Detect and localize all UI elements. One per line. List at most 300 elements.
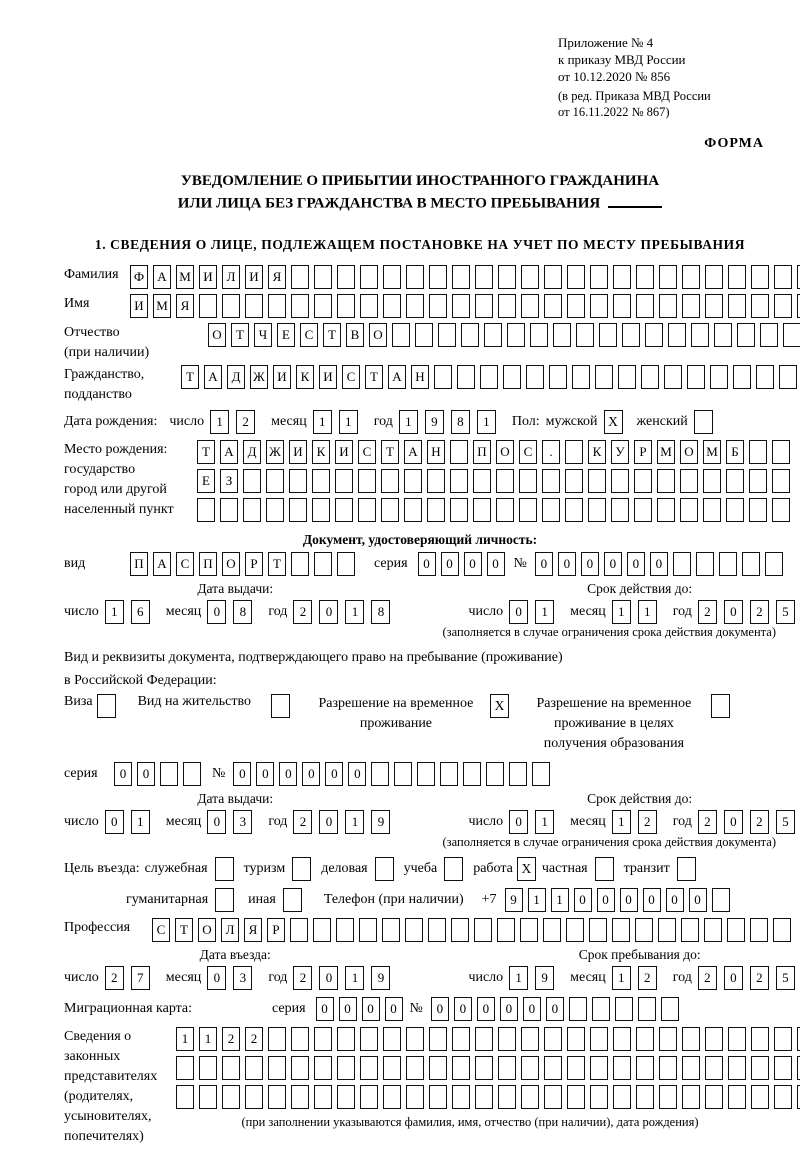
char-cell[interactable]: [176, 1056, 194, 1080]
char-cell[interactable]: А: [204, 365, 222, 389]
char-cell[interactable]: Т: [365, 365, 383, 389]
char-cell[interactable]: [429, 1085, 447, 1109]
char-cell[interactable]: [613, 1056, 631, 1080]
char-cell[interactable]: [774, 294, 792, 318]
char-cell[interactable]: [576, 323, 594, 347]
char-cell[interactable]: С: [300, 323, 318, 347]
char-cell[interactable]: 2: [293, 966, 312, 990]
char-cell[interactable]: [314, 265, 332, 289]
char-cell[interactable]: [521, 265, 539, 289]
char-cell[interactable]: [544, 265, 562, 289]
stay-doc-issue-day-cells[interactable]: [105, 810, 157, 834]
purpose-study-checkbox[interactable]: [444, 857, 463, 881]
char-cell[interactable]: 1: [176, 1027, 194, 1051]
char-cell[interactable]: 0: [105, 810, 124, 834]
char-cell[interactable]: [659, 265, 677, 289]
char-cell[interactable]: [498, 1056, 516, 1080]
stay-doc-expiry-day-cells[interactable]: [509, 810, 561, 834]
char-cell[interactable]: [750, 918, 768, 942]
stay-until-year-cells[interactable]: [698, 966, 800, 990]
char-cell[interactable]: 8: [233, 600, 252, 624]
patronymic-cells[interactable]: [208, 323, 800, 347]
char-cell[interactable]: 2: [750, 966, 769, 990]
char-cell[interactable]: [463, 762, 481, 786]
char-cell[interactable]: [728, 1085, 746, 1109]
char-cell[interactable]: 0: [689, 888, 707, 912]
char-cell[interactable]: [756, 365, 774, 389]
char-cell[interactable]: Т: [197, 440, 215, 464]
char-cell[interactable]: [636, 265, 654, 289]
char-cell[interactable]: [638, 997, 656, 1021]
char-cell[interactable]: 0: [233, 762, 251, 786]
char-cell[interactable]: [719, 552, 737, 576]
char-cell[interactable]: О: [208, 323, 226, 347]
char-cell[interactable]: .: [542, 440, 560, 464]
char-cell[interactable]: [245, 1056, 263, 1080]
char-cell[interactable]: [737, 323, 755, 347]
char-cell[interactable]: [382, 918, 400, 942]
char-cell[interactable]: 0: [620, 888, 638, 912]
char-cell[interactable]: [590, 1085, 608, 1109]
char-cell[interactable]: [613, 1085, 631, 1109]
profession-cells[interactable]: [152, 918, 796, 942]
char-cell[interactable]: З: [220, 469, 238, 493]
char-cell[interactable]: [592, 997, 610, 1021]
char-cell[interactable]: Т: [175, 918, 193, 942]
char-cell[interactable]: [475, 265, 493, 289]
char-cell[interactable]: [682, 294, 700, 318]
char-cell[interactable]: 0: [325, 762, 343, 786]
char-cell[interactable]: [427, 498, 445, 522]
char-cell[interactable]: [360, 1085, 378, 1109]
char-cell[interactable]: 2: [698, 966, 717, 990]
char-cell[interactable]: [473, 469, 491, 493]
char-cell[interactable]: [291, 1056, 309, 1080]
char-cell[interactable]: [544, 1085, 562, 1109]
char-cell[interactable]: [291, 1027, 309, 1051]
char-cell[interactable]: [496, 498, 514, 522]
char-cell[interactable]: Н: [427, 440, 445, 464]
stay-doc-expiry-year-cells[interactable]: [698, 810, 800, 834]
char-cell[interactable]: [335, 469, 353, 493]
char-cell[interactable]: 2: [698, 600, 717, 624]
char-cell[interactable]: [774, 1085, 792, 1109]
char-cell[interactable]: [358, 498, 376, 522]
char-cell[interactable]: [289, 498, 307, 522]
char-cell[interactable]: [569, 997, 587, 1021]
char-cell[interactable]: 2: [638, 810, 657, 834]
char-cell[interactable]: Я: [268, 265, 286, 289]
char-cell[interactable]: [590, 1056, 608, 1080]
char-cell[interactable]: 1: [535, 600, 554, 624]
char-cell[interactable]: 0: [256, 762, 274, 786]
char-cell[interactable]: 0: [319, 600, 338, 624]
char-cell[interactable]: 0: [509, 600, 528, 624]
birth-place-row2-cells[interactable]: [197, 469, 795, 493]
char-cell[interactable]: 1: [345, 966, 364, 990]
char-cell[interactable]: [429, 265, 447, 289]
stay-doc-number-cells[interactable]: [233, 762, 555, 786]
char-cell[interactable]: [599, 323, 617, 347]
char-cell[interactable]: [427, 469, 445, 493]
char-cell[interactable]: [565, 440, 583, 464]
char-cell[interactable]: 0: [477, 997, 495, 1021]
option-temp-residence-education-checkbox[interactable]: [711, 694, 730, 718]
char-cell[interactable]: [268, 1056, 286, 1080]
char-cell[interactable]: [634, 498, 652, 522]
char-cell[interactable]: 9: [425, 410, 444, 434]
char-cell[interactable]: 2: [293, 810, 312, 834]
char-cell[interactable]: [532, 762, 550, 786]
char-cell[interactable]: Т: [268, 552, 286, 576]
char-cell[interactable]: [682, 1027, 700, 1051]
purpose-other-checkbox[interactable]: [283, 888, 302, 912]
char-cell[interactable]: [406, 1027, 424, 1051]
char-cell[interactable]: 1: [612, 600, 631, 624]
char-cell[interactable]: [696, 552, 714, 576]
char-cell[interactable]: [497, 918, 515, 942]
char-cell[interactable]: [199, 1085, 217, 1109]
char-cell[interactable]: [565, 498, 583, 522]
birth-year-cells[interactable]: [399, 410, 503, 434]
char-cell[interactable]: 0: [302, 762, 320, 786]
char-cell[interactable]: [680, 498, 698, 522]
char-cell[interactable]: [774, 1056, 792, 1080]
char-cell[interactable]: М: [176, 265, 194, 289]
char-cell[interactable]: 9: [371, 810, 390, 834]
char-cell[interactable]: 1: [313, 410, 332, 434]
char-cell[interactable]: 1: [339, 410, 358, 434]
char-cell[interactable]: О: [198, 918, 216, 942]
char-cell[interactable]: [222, 294, 240, 318]
char-cell[interactable]: 1: [131, 810, 150, 834]
char-cell[interactable]: М: [703, 440, 721, 464]
char-cell[interactable]: 0: [114, 762, 132, 786]
char-cell[interactable]: [473, 498, 491, 522]
char-cell[interactable]: Е: [277, 323, 295, 347]
char-cell[interactable]: 0: [724, 966, 743, 990]
char-cell[interactable]: [519, 469, 537, 493]
char-cell[interactable]: 0: [487, 552, 505, 576]
char-cell[interactable]: [682, 1056, 700, 1080]
char-cell[interactable]: [475, 1056, 493, 1080]
char-cell[interactable]: 0: [581, 552, 599, 576]
char-cell[interactable]: 8: [371, 600, 390, 624]
char-cell[interactable]: [450, 469, 468, 493]
char-cell[interactable]: [452, 1027, 470, 1051]
char-cell[interactable]: [618, 365, 636, 389]
char-cell[interactable]: С: [519, 440, 537, 464]
char-cell[interactable]: 1: [210, 410, 229, 434]
char-cell[interactable]: [659, 1056, 677, 1080]
doc-number-cells[interactable]: [535, 552, 788, 576]
char-cell[interactable]: В: [346, 323, 364, 347]
char-cell[interactable]: 0: [604, 552, 622, 576]
char-cell[interactable]: [486, 762, 504, 786]
char-cell[interactable]: [337, 1027, 355, 1051]
char-cell[interactable]: М: [657, 440, 675, 464]
char-cell[interactable]: [220, 498, 238, 522]
char-cell[interactable]: 6: [131, 600, 150, 624]
char-cell[interactable]: [774, 1027, 792, 1051]
char-cell[interactable]: А: [388, 365, 406, 389]
char-cell[interactable]: [544, 1027, 562, 1051]
char-cell[interactable]: [450, 440, 468, 464]
char-cell[interactable]: Т: [323, 323, 341, 347]
char-cell[interactable]: 0: [385, 997, 403, 1021]
char-cell[interactable]: [314, 294, 332, 318]
char-cell[interactable]: [404, 498, 422, 522]
char-cell[interactable]: [588, 498, 606, 522]
char-cell[interactable]: 1: [345, 600, 364, 624]
char-cell[interactable]: 0: [454, 997, 472, 1021]
char-cell[interactable]: [406, 1056, 424, 1080]
char-cell[interactable]: [658, 918, 676, 942]
char-cell[interactable]: [291, 265, 309, 289]
char-cell[interactable]: [765, 552, 783, 576]
birth-month-cells[interactable]: [313, 410, 365, 434]
char-cell[interactable]: 0: [316, 997, 334, 1021]
birth-place-row3-cells[interactable]: [197, 498, 795, 522]
char-cell[interactable]: 2: [638, 966, 657, 990]
char-cell[interactable]: Д: [243, 440, 261, 464]
char-cell[interactable]: [451, 918, 469, 942]
char-cell[interactable]: [530, 323, 548, 347]
char-cell[interactable]: 0: [643, 888, 661, 912]
char-cell[interactable]: 0: [666, 888, 684, 912]
char-cell[interactable]: [783, 323, 800, 347]
char-cell[interactable]: [590, 265, 608, 289]
char-cell[interactable]: [712, 888, 730, 912]
char-cell[interactable]: 0: [362, 997, 380, 1021]
char-cell[interactable]: [314, 1027, 332, 1051]
doc-expiry-month-cells[interactable]: [612, 600, 664, 624]
char-cell[interactable]: [565, 469, 583, 493]
char-cell[interactable]: [749, 498, 767, 522]
char-cell[interactable]: [183, 762, 201, 786]
char-cell[interactable]: 0: [509, 810, 528, 834]
char-cell[interactable]: [657, 469, 675, 493]
char-cell[interactable]: [383, 294, 401, 318]
char-cell[interactable]: [457, 365, 475, 389]
char-cell[interactable]: М: [153, 294, 171, 318]
char-cell[interactable]: И: [130, 294, 148, 318]
char-cell[interactable]: [760, 323, 778, 347]
char-cell[interactable]: [673, 552, 691, 576]
char-cell[interactable]: [553, 323, 571, 347]
char-cell[interactable]: [772, 440, 790, 464]
char-cell[interactable]: [751, 1085, 769, 1109]
char-cell[interactable]: Ж: [266, 440, 284, 464]
char-cell[interactable]: [291, 552, 309, 576]
char-cell[interactable]: 1: [399, 410, 418, 434]
char-cell[interactable]: 1: [551, 888, 569, 912]
char-cell[interactable]: [245, 1085, 263, 1109]
entry-year-cells[interactable]: [293, 966, 397, 990]
char-cell[interactable]: [337, 1085, 355, 1109]
char-cell[interactable]: [742, 552, 760, 576]
char-cell[interactable]: [245, 294, 263, 318]
char-cell[interactable]: Б: [726, 440, 744, 464]
char-cell[interactable]: [521, 1027, 539, 1051]
char-cell[interactable]: А: [220, 440, 238, 464]
char-cell[interactable]: [772, 469, 790, 493]
char-cell[interactable]: [434, 365, 452, 389]
char-cell[interactable]: [291, 1085, 309, 1109]
char-cell[interactable]: [544, 1056, 562, 1080]
char-cell[interactable]: [635, 918, 653, 942]
char-cell[interactable]: [404, 469, 422, 493]
char-cell[interactable]: 0: [207, 966, 226, 990]
char-cell[interactable]: [728, 294, 746, 318]
char-cell[interactable]: [661, 997, 679, 1021]
char-cell[interactable]: [703, 469, 721, 493]
char-cell[interactable]: 2: [698, 810, 717, 834]
char-cell[interactable]: 2: [293, 600, 312, 624]
char-cell[interactable]: [726, 498, 744, 522]
char-cell[interactable]: [498, 1085, 516, 1109]
char-cell[interactable]: [360, 294, 378, 318]
char-cell[interactable]: К: [296, 365, 314, 389]
char-cell[interactable]: [312, 498, 330, 522]
char-cell[interactable]: [691, 323, 709, 347]
char-cell[interactable]: П: [130, 552, 148, 576]
char-cell[interactable]: [645, 323, 663, 347]
legal-row2-cells[interactable]: [176, 1056, 800, 1080]
char-cell[interactable]: 0: [464, 552, 482, 576]
migration-series-cells[interactable]: [316, 997, 408, 1021]
char-cell[interactable]: [383, 1085, 401, 1109]
purpose-humanitarian-checkbox[interactable]: [215, 888, 234, 912]
char-cell[interactable]: [710, 365, 728, 389]
char-cell[interactable]: [634, 469, 652, 493]
char-cell[interactable]: [705, 1027, 723, 1051]
char-cell[interactable]: Ф: [130, 265, 148, 289]
char-cell[interactable]: [588, 469, 606, 493]
char-cell[interactable]: 2: [236, 410, 255, 434]
doc-series-cells[interactable]: [418, 552, 510, 576]
char-cell[interactable]: 5: [776, 600, 795, 624]
char-cell[interactable]: [461, 323, 479, 347]
char-cell[interactable]: [613, 265, 631, 289]
char-cell[interactable]: [567, 1056, 585, 1080]
doc-expiry-day-cells[interactable]: [509, 600, 561, 624]
char-cell[interactable]: [622, 323, 640, 347]
entry-month-cells[interactable]: [207, 966, 259, 990]
char-cell[interactable]: 0: [319, 966, 338, 990]
char-cell[interactable]: [636, 294, 654, 318]
char-cell[interactable]: [611, 469, 629, 493]
char-cell[interactable]: [438, 323, 456, 347]
purpose-business-checkbox[interactable]: [375, 857, 394, 881]
char-cell[interactable]: 1: [528, 888, 546, 912]
char-cell[interactable]: Е: [197, 469, 215, 493]
char-cell[interactable]: [664, 365, 682, 389]
char-cell[interactable]: [337, 1056, 355, 1080]
char-cell[interactable]: 0: [627, 552, 645, 576]
char-cell[interactable]: [519, 498, 537, 522]
char-cell[interactable]: [589, 918, 607, 942]
char-cell[interactable]: [428, 918, 446, 942]
char-cell[interactable]: А: [153, 552, 171, 576]
stay-until-month-cells[interactable]: [612, 966, 664, 990]
char-cell[interactable]: И: [335, 440, 353, 464]
char-cell[interactable]: Ч: [254, 323, 272, 347]
char-cell[interactable]: [289, 469, 307, 493]
char-cell[interactable]: [749, 469, 767, 493]
char-cell[interactable]: [381, 469, 399, 493]
char-cell[interactable]: [680, 469, 698, 493]
char-cell[interactable]: 9: [505, 888, 523, 912]
char-cell[interactable]: 1: [509, 966, 528, 990]
char-cell[interactable]: [452, 265, 470, 289]
char-cell[interactable]: [498, 1027, 516, 1051]
char-cell[interactable]: [567, 265, 585, 289]
char-cell[interactable]: [572, 365, 590, 389]
char-cell[interactable]: 2: [105, 966, 124, 990]
stay-doc-issue-month-cells[interactable]: [207, 810, 259, 834]
char-cell[interactable]: [705, 1085, 723, 1109]
char-cell[interactable]: [728, 265, 746, 289]
char-cell[interactable]: [636, 1085, 654, 1109]
char-cell[interactable]: 1: [199, 1027, 217, 1051]
char-cell[interactable]: Т: [231, 323, 249, 347]
char-cell[interactable]: [613, 294, 631, 318]
char-cell[interactable]: Р: [245, 552, 263, 576]
char-cell[interactable]: [268, 294, 286, 318]
char-cell[interactable]: [507, 323, 525, 347]
char-cell[interactable]: 0: [207, 600, 226, 624]
char-cell[interactable]: 5: [776, 966, 795, 990]
char-cell[interactable]: К: [588, 440, 606, 464]
char-cell[interactable]: Н: [411, 365, 429, 389]
name-cells[interactable]: [130, 294, 800, 318]
char-cell[interactable]: 0: [348, 762, 366, 786]
char-cell[interactable]: [335, 498, 353, 522]
char-cell[interactable]: [543, 918, 561, 942]
char-cell[interactable]: 1: [612, 966, 631, 990]
char-cell[interactable]: 0: [431, 997, 449, 1021]
char-cell[interactable]: [521, 294, 539, 318]
birth-day-cells[interactable]: [210, 410, 262, 434]
char-cell[interactable]: [450, 498, 468, 522]
char-cell[interactable]: [641, 365, 659, 389]
char-cell[interactable]: [266, 498, 284, 522]
char-cell[interactable]: [199, 1056, 217, 1080]
char-cell[interactable]: [728, 1056, 746, 1080]
char-cell[interactable]: 1: [345, 810, 364, 834]
char-cell[interactable]: И: [199, 265, 217, 289]
char-cell[interactable]: Т: [381, 440, 399, 464]
char-cell[interactable]: Р: [634, 440, 652, 464]
char-cell[interactable]: [484, 323, 502, 347]
char-cell[interactable]: [429, 1056, 447, 1080]
char-cell[interactable]: [383, 1027, 401, 1051]
stay-doc-expiry-month-cells[interactable]: [612, 810, 664, 834]
char-cell[interactable]: 1: [477, 410, 496, 434]
char-cell[interactable]: С: [358, 440, 376, 464]
char-cell[interactable]: 1: [535, 810, 554, 834]
char-cell[interactable]: 1: [105, 600, 124, 624]
char-cell[interactable]: 0: [597, 888, 615, 912]
char-cell[interactable]: [509, 762, 527, 786]
char-cell[interactable]: [222, 1085, 240, 1109]
char-cell[interactable]: [751, 265, 769, 289]
char-cell[interactable]: [703, 498, 721, 522]
char-cell[interactable]: [705, 294, 723, 318]
char-cell[interactable]: [682, 265, 700, 289]
char-cell[interactable]: [636, 1056, 654, 1080]
